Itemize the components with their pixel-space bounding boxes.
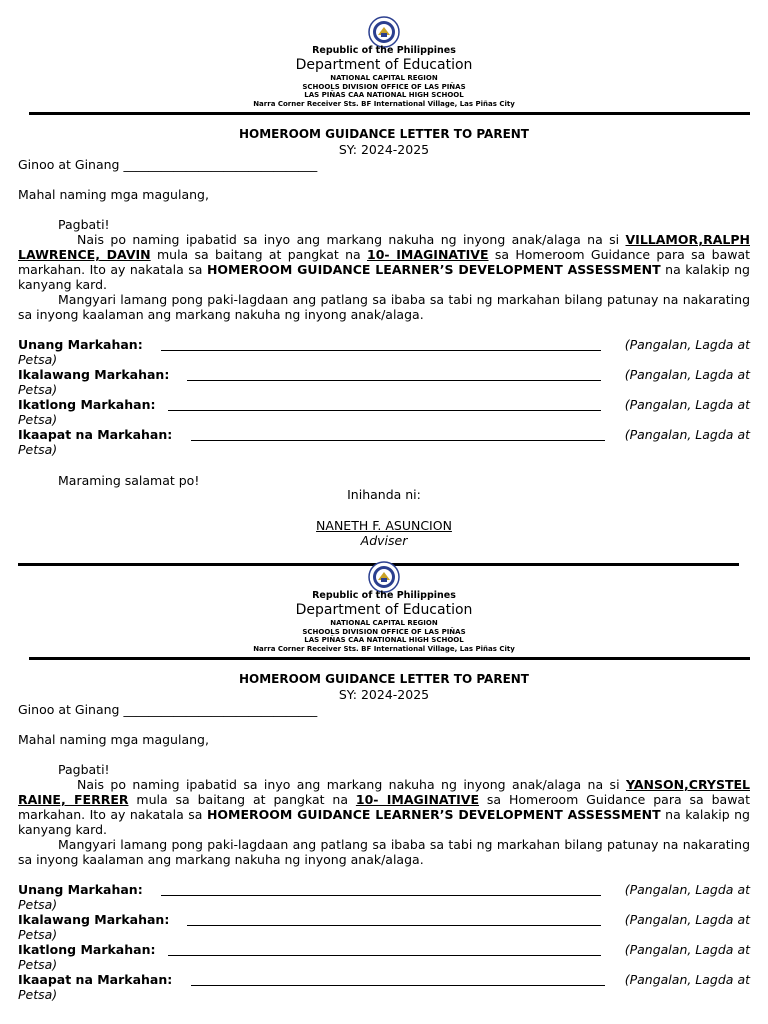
quarter-label: Ikatlong Markahan: — [18, 942, 156, 957]
quarter-row — [18, 942, 750, 972]
header-school: LAS PIÑAS CAA NATIONAL HIGH SCHOOL — [304, 636, 464, 644]
salutation: Mahal naming mga magulang, — [18, 732, 209, 747]
sign-note: (Pangalan, Lagda at — [624, 397, 750, 412]
signature-line[interactable] — [187, 925, 601, 926]
deped-seal-icon — [368, 16, 400, 48]
header-department: Department of Education — [295, 57, 473, 73]
school-year: SY: 2024-2025 — [338, 142, 430, 157]
header-region: NATIONAL CAPITAL REGION — [330, 619, 438, 627]
letter-title: HOMEROOM GUIDANCE LETTER TO PARENT — [239, 672, 529, 686]
quarter-label: Ikaapat na Markahan: — [18, 427, 173, 442]
signature-line[interactable] — [168, 410, 601, 411]
quarter-row — [18, 427, 750, 457]
signature-line[interactable] — [191, 440, 605, 441]
quarter-label: Ikaapat na Markahan: — [18, 972, 173, 987]
signature-line[interactable] — [161, 350, 601, 351]
sign-note: (Pangalan, Lagda at — [624, 337, 750, 352]
quarter-label: Unang Markahan: — [18, 882, 143, 897]
header-rule — [29, 112, 750, 115]
deped-seal-icon — [368, 561, 400, 593]
prepared-by: Inihanda ni: — [347, 487, 421, 502]
student-name: YANSON,CRYSTEL RAINE, FERRER — [18, 777, 750, 807]
salutation: Mahal naming mga magulang, — [18, 187, 209, 202]
sign-note: (Pangalan, Lagda at — [624, 972, 750, 987]
header-republic: Republic of the Philippines — [312, 45, 456, 56]
header-region: NATIONAL CAPITAL REGION — [330, 74, 438, 82]
sign-note-date: Petsa) — [18, 927, 58, 942]
grade-section: 10- IMAGINATIVE — [355, 792, 480, 807]
assessment-name: HOMEROOM GUIDANCE LEARNER’S DEVELOPMENT ASSESSMENT — [206, 807, 661, 822]
sign-note-date: Petsa) — [18, 987, 58, 1002]
closing: Maraming salamat po! — [58, 473, 200, 488]
adviser-name: NANETH F. ASUNCION — [316, 518, 452, 533]
header-republic: Republic of the Philippines — [312, 590, 456, 601]
quarter-row — [18, 972, 750, 1002]
signature-line[interactable] — [161, 895, 601, 896]
assessment-name: HOMEROOM GUIDANCE LEARNER’S DEVELOPMENT ASSESSMENT — [206, 262, 661, 277]
sign-note: (Pangalan, Lagda at — [624, 882, 750, 897]
quarter-row — [18, 337, 750, 367]
body-paragraph-2: Mangyari lamang pong paki-lagdaan ang patlang sa ibaba sa tabi ng markahan bilang patunay na nakarating sa inyong kaalaman ang markang nakuha ng inyong anak/alaga. — [18, 837, 750, 867]
body-paragraph-1: Nais po naming ipabatid sa inyo ang markang nakuha ng inyong anak/alaga na si VILLAMOR,RALPH LAWRENCE, DAVIN mula sa baitang at pangkat na 10- IMAGINATIVE sa Homeroom Guidance para sa bawat markahan. Ito ay nakatala sa HOMEROOM GUIDANCE LEARNER’S DEVELOPMENT ASSESSMENT na kalakip ng kanyang kard. — [18, 232, 751, 292]
header-division: SCHOOLS DIVISION OFFICE OF LAS PIÑAS — [302, 83, 466, 91]
adviser-title: Adviser — [360, 533, 408, 548]
sign-note: (Pangalan, Lagda at — [624, 912, 750, 927]
header-address: Narra Corner Receiver Sts. BF International Village, Las Piñas City — [253, 100, 515, 108]
sign-note-date: Petsa) — [18, 382, 58, 397]
signature-line[interactable] — [191, 985, 605, 986]
signature-line[interactable] — [187, 380, 601, 381]
header-division: SCHOOLS DIVISION OFFICE OF LAS PIÑAS — [302, 628, 466, 636]
addressee-line: Ginoo at Ginang _______________________________ — [18, 157, 318, 172]
greeting: Pagbati! — [58, 217, 110, 232]
letter-title: HOMEROOM GUIDANCE LETTER TO PARENT — [239, 127, 529, 141]
greeting: Pagbati! — [58, 762, 110, 777]
grade-section: 10- IMAGINATIVE — [367, 247, 489, 262]
body-paragraph-1: Nais po naming ipabatid sa inyo ang markang nakuha ng inyong anak/alaga na si YANSON,CRYSTEL RAINE, FERRER mula sa baitang at pangkat na 10- IMAGINATIVE sa Homeroom Guidance para sa bawat markahan. Ito ay nakatala sa HOMEROOM GUIDANCE LEARNER’S DEVELOPMENT ASSESSMENT na kalakip ng kanyang kard. — [18, 777, 750, 837]
school-year: SY: 2024-2025 — [338, 687, 430, 702]
sign-note-date: Petsa) — [18, 897, 58, 912]
sign-note: (Pangalan, Lagda at — [624, 427, 750, 442]
sign-note: (Pangalan, Lagda at — [624, 942, 750, 957]
header-address: Narra Corner Receiver Sts. BF International Village, Las Piñas City — [253, 645, 515, 653]
header-rule — [29, 657, 750, 660]
student-name: VILLAMOR,RALPH LAWRENCE, DAVIN — [18, 232, 750, 262]
quarter-label: Ikalawang Markahan: — [18, 367, 170, 382]
quarter-row — [18, 397, 750, 427]
addressee-line: Ginoo at Ginang _______________________________ — [18, 702, 318, 717]
quarter-row — [18, 882, 750, 912]
quarter-label: Unang Markahan: — [18, 337, 143, 352]
header-department: Department of Education — [295, 602, 473, 618]
header-school: LAS PIÑAS CAA NATIONAL HIGH SCHOOL — [304, 91, 464, 99]
sign-note-date: Petsa) — [18, 412, 58, 427]
sign-note: (Pangalan, Lagda at — [624, 367, 750, 382]
quarter-label: Ikatlong Markahan: — [18, 397, 156, 412]
signature-line[interactable] — [168, 955, 601, 956]
sign-note-date: Petsa) — [18, 442, 58, 457]
quarter-label: Ikalawang Markahan: — [18, 912, 170, 927]
body-paragraph-2: Mangyari lamang pong paki-lagdaan ang patlang sa ibaba sa tabi ng markahan bilang patunay na nakarating sa inyong kaalaman ang markang nakuha ng inyong anak/alaga. — [18, 292, 750, 322]
sign-note-date: Petsa) — [18, 352, 58, 367]
quarter-row — [18, 367, 750, 397]
quarter-row — [18, 912, 750, 942]
sign-note-date: Petsa) — [18, 957, 58, 972]
